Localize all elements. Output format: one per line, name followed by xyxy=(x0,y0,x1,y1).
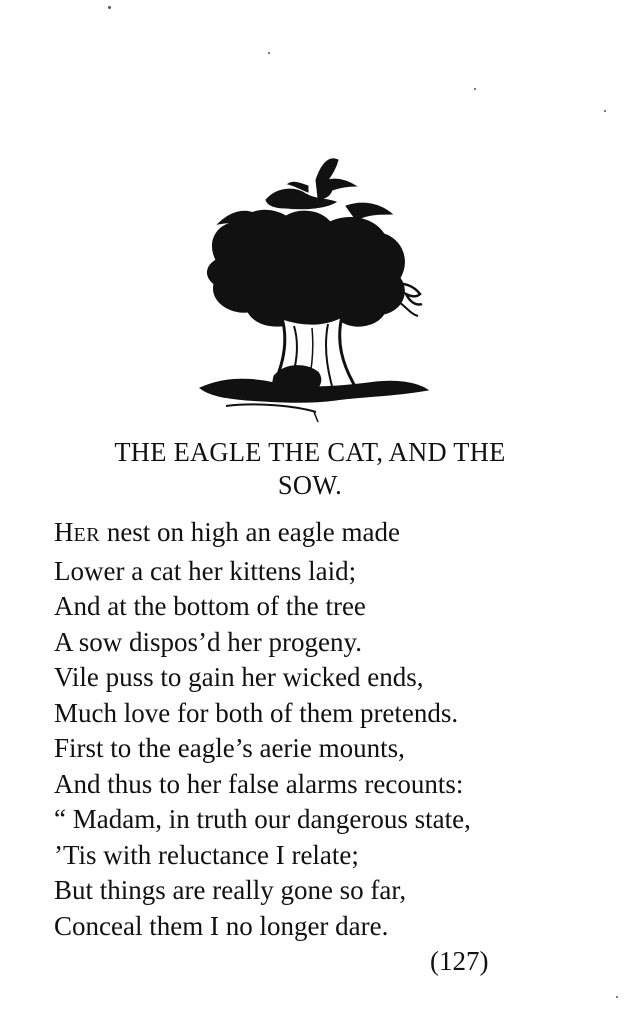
first-line-text: nest on high an eagle made xyxy=(100,517,400,547)
poem-line: Conceal them I no longer dare. xyxy=(54,910,389,941)
poem-line: ’Tis with reluctance I relate; xyxy=(54,839,359,870)
poem-body xyxy=(54,515,574,944)
paper-speck xyxy=(268,52,270,54)
poem-line: A sow dispos’d her progeny. xyxy=(54,626,362,657)
title-line-1: THE EAGLE THE CAT, AND THE xyxy=(114,437,506,467)
poem-line: Lower a cat her kittens laid; xyxy=(54,555,357,586)
eagle-icon xyxy=(316,159,356,199)
page-number: (127) xyxy=(430,946,489,976)
paper-speck xyxy=(616,996,618,998)
poem-line xyxy=(54,515,574,554)
poem-line: First to the eagle’s aerie mounts, xyxy=(54,733,405,763)
poem-line: And at the bottom of the tree xyxy=(54,591,366,621)
poem-title xyxy=(55,436,565,502)
poem-line: Vile puss to gain her wicked ends, xyxy=(54,662,424,692)
tree-with-eagle-cat-sow-woodcut-icon xyxy=(196,150,431,425)
poem-line: And thus to her false alarms recounts: xyxy=(54,768,464,799)
poem-line: “ Madam, in truth our dangerous state, xyxy=(54,804,471,834)
paper-speck xyxy=(108,6,111,9)
poem-line: But things are really gone so far, xyxy=(54,875,407,905)
small-caps-word: ER xyxy=(73,524,101,546)
paper-speck xyxy=(474,88,476,90)
paper-speck xyxy=(604,110,606,112)
poem-line: Much love for both of them pretends. xyxy=(54,697,459,728)
title-line-2: SOW. xyxy=(277,470,343,500)
drop-initial: H xyxy=(54,517,74,547)
